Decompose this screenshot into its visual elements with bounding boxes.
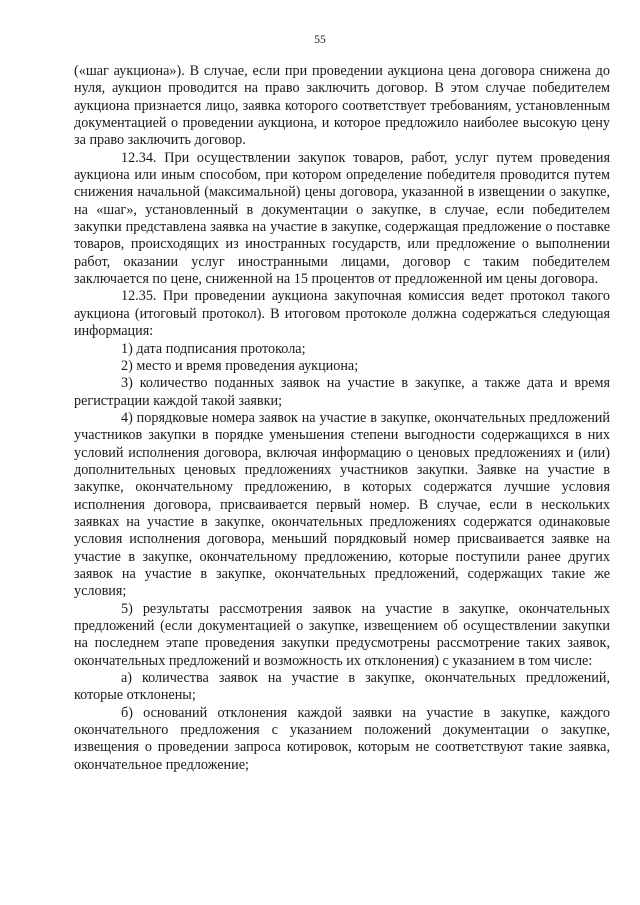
sub-item-a: а) количества заявок на участие в закупке, окончательных предложений, которые отклонены;: [74, 670, 610, 704]
paragraph-12-34: 12.34. При осуществлении закупок товаров, работ, услуг путем проведения аукциона или иным способом, при котором определение победителя проводится путем снижения начальной (максимальной) цены договора, указанной в извещении о закупке, на «шаг», установленный в документации о закупке, в случае, если победителем закупки представлена заявка на участие в закупке, содержащая предложение о поставке товаров, происходящих из иностранных государств, или предложение о выполнении работ, оказании услуг иностранными лицами, договор с таким победителем заключается по цене, сниженной на 15 процентов от предложенной им цены договора.: [74, 149, 610, 288]
document-body: [74, 63, 610, 774]
list-item-5: 5) результаты рассмотрения заявок на участие в закупке, окончательных предложений (если документацией о закупке, извещением об осуществлении закупки на последнем этапе проведения закупки предусмотрены рассмотрение таких заявок, окончательных предложений и возможность их отклонения) с указанием в том числе:: [74, 600, 610, 669]
list-item-4: 4) порядковые номера заявок на участие в закупке, окончательных предложений участников закупки в порядке уменьшения степени выгодности содержащихся в них условий исполнения договора, включая информацию о ценовых предложениях и (или) дополнительных ценовых предложениях участников закупки. Заявке на участие в закупке, окончательному предложению, в которых содержатся лучшие условия исполнения договора, присваивается первый номер. В случае, если в нескольких заявках на участие в закупке, окончательных предложениях содержатся одинаковые условия исполнения договора, меньший порядковый номер присваивается заявке на участие в закупке, окончательному предложению, которые поступили ранее других заявок на участие в закупке, окончательных предложений, содержащих такие же условия;: [74, 409, 610, 600]
paragraph-12-35: 12.35. При проведении аукциона закупочная комиссия ведет протокол такого аукциона (итоговый протокол). В итоговом протоколе должна содержаться следующая информация:: [74, 288, 610, 340]
page-number: 55: [314, 34, 326, 46]
list-item-3: 3) количество поданных заявок на участие в закупке, а также дата и время регистрации каждой такой заявки;: [74, 375, 610, 409]
list-item-1: 1) дата подписания протокола;: [121, 340, 306, 357]
list-item-2: 2) место и время проведения аукциона;: [121, 357, 359, 374]
sub-item-b: б) оснований отклонения каждой заявки на участие в закупке, каждого окончательного предложения с указанием положений документации о закупке, извещения о проведении запроса котировок, которым не соответствуют такие заявка, окончательное предложение;: [74, 704, 610, 773]
paragraph-auction-step-continuation: («шаг аукциона»). В случае, если при проведении аукциона цена договора снижена до нуля, аукцион проводится на право заключить договор. В этом случае победителем аукциона признается лицо, заявка которого соответствует требованиям, установленным документацией о проведении аукциона, и которое предложило наиболее высокую цену за право заключить договор.: [74, 63, 610, 149]
